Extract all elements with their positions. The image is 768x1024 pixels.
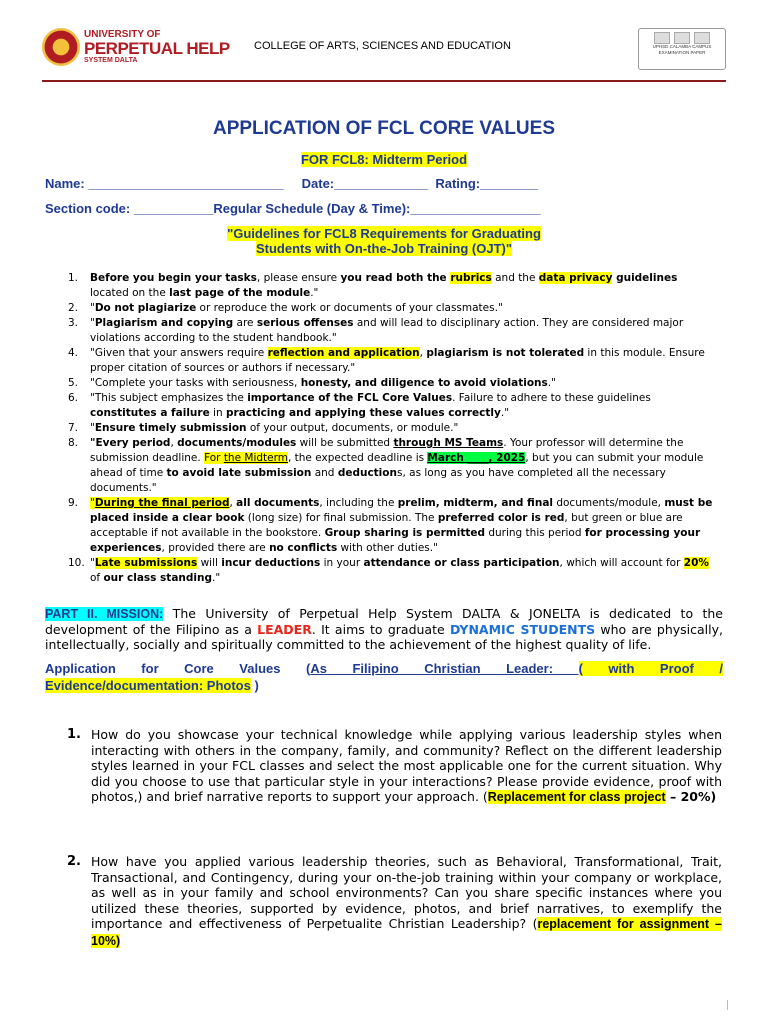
cert-line1: UPHSD CALAMBA CAMPUS — [652, 44, 712, 49]
logo-line3: SYSTEM DALTA — [84, 57, 138, 64]
mission-paragraph: PART II. MISSION: The University of Perpetual Help System DALTA & JONELTA is dedicated to the development of the Filipino as a LEADER. It aims to graduate DYNAMIC STUDENTS who are physically, intellectually, socially and spiritually committed to the achievement of the highest quality of life. — [45, 606, 724, 652]
certification-box — [638, 28, 726, 70]
guidelines-title-line2: Students with On-the-Job Training (OJT)" — [255, 241, 513, 256]
question-1-weight: Replacement for class project — [487, 790, 666, 804]
page-title: APPLICATION OF FCL CORE VALUES — [212, 118, 555, 139]
list-item: 1. Before you begin your tasks, please ensure you read both the rubrics and the data privacy guidelines located on the last page of the module." — [68, 272, 678, 299]
guidelines-title-line1: "Guidelines for FCL8 Requirements for Graduating — [227, 226, 541, 241]
list-item: 5. "Complete your tasks with seriousness, honesty, and diligence to avoid violations." — [68, 377, 556, 389]
university-seal-icon — [42, 28, 80, 66]
cert-line2: EXAMINATION PAPER — [658, 50, 706, 55]
header-divider — [42, 80, 726, 82]
question-number: 2. — [67, 854, 81, 869]
logo-line1: UNIVERSITY OF — [84, 29, 161, 40]
list-item: 9. "During the final period, all documents, including the prelim, midterm, and final documents/module, must be placed inside a clear book (long size) for final submission. The preferred color is red, but green or blue are acceptable if not available in the bookstore. Group sharing is permitted during this period for processing your experiences, provided there are no conflicts with other duties." — [68, 497, 713, 554]
leader-text: LEADER — [257, 622, 312, 637]
page-edge-mark — [727, 1000, 728, 1010]
section-schedule-line: Section code: ___________Regular Schedule (Day & Time):__________________ — [45, 201, 541, 216]
question-2: 2. How have you applied various leadership theories, such as Behavioral, Transformational, Trait, Transactional, and Contingency, during your on-the-job training within your company or workplace, as well as in your family and school environments? Can you share specific instances where you utilized these theories, supported by evidence, photos, and brief narratives, to exemplify the importance and effectiveness of Perpetualite Christian Leadership? (replacement for assignment – 10%) — [67, 854, 722, 948]
iso-badge-icon — [654, 32, 670, 44]
university-logo — [42, 28, 230, 66]
list-item: 7. "Ensure timely submission of your output, documents, or module." — [68, 422, 459, 434]
guidelines-list — [58, 271, 718, 586]
application-heading: Application for Core Values (As Filipino Christian Leader: ( with Proof / — [45, 661, 724, 676]
list-item: 3. "Plagiarism and copying are serious offenses and will lead to disciplinary action. They are considered major violations according to the student handbook." — [68, 317, 684, 344]
filipino-leader-link: As Filipino Christian Leader: — [310, 661, 579, 676]
question-1: 1. How do you showcase your technical knowledge while applying various leadership styles when interacting with others in the company, family, and community? Reflect on the different leadership styles learned in your FCL classes and select the most applicable one for the current situation. Why did you choose to use that particular style in your interactions? Please provide evidence, proof with photos,) and brief narrative reports to support your approach. (Replacement for class project – 20%) — [67, 727, 722, 804]
application-heading-line2: Evidence/documentation: Photos ) — [45, 678, 259, 693]
qr-code-icon — [674, 32, 690, 44]
list-item: 10. "Late submissions will incur deductions in your attendance or class participation, which will account for 20% of our class standing." — [68, 557, 709, 584]
question-2-weight: replacement for assignment – 10%) — [91, 917, 722, 948]
list-item: 4. "Given that your answers require reflection and application, plagiarism is not tolerated in this module. Ensure proper citation of sources or authors if necessary." — [68, 347, 705, 374]
mission-heading: PART II. MISSION: — [45, 607, 164, 621]
list-item: 2. "Do not plagiarize or reproduce the work or documents of your classmates." — [68, 302, 503, 314]
list-item: 8. "Every period, documents/modules will be submitted through MS Teams. Your professor will determine the submission deadline. For the Midterm, the expected deadline is March ____, 2025, but you can submit your module ahead of time to avoid late submission and deductions, as long as you have completed all the necessary documents." — [68, 437, 704, 494]
name-date-rating-line: Name: ___________________________ Date:_____________ Rating:________ — [45, 176, 538, 191]
logo-line2: PERPETUAL HELP — [84, 39, 230, 58]
dynamic-students-text: DYNAMIC STUDENTS — [449, 622, 596, 637]
guidelines-title — [0, 226, 768, 256]
page-header — [42, 22, 726, 74]
page-subtitle — [0, 151, 768, 169]
college-name: COLLEGE OF ARTS, SCIENCES AND EDUCATION — [254, 40, 511, 52]
subtitle-text: FOR FCL8: Midterm Period — [300, 152, 468, 167]
cert-mark-icon — [694, 32, 710, 44]
question-number: 1. — [67, 727, 81, 742]
list-item: 6. "This subject emphasizes the importance of the FCL Core Values. Failure to adhere to these guidelines constitutes a failure in practicing and applying these values correctly." — [68, 392, 651, 419]
